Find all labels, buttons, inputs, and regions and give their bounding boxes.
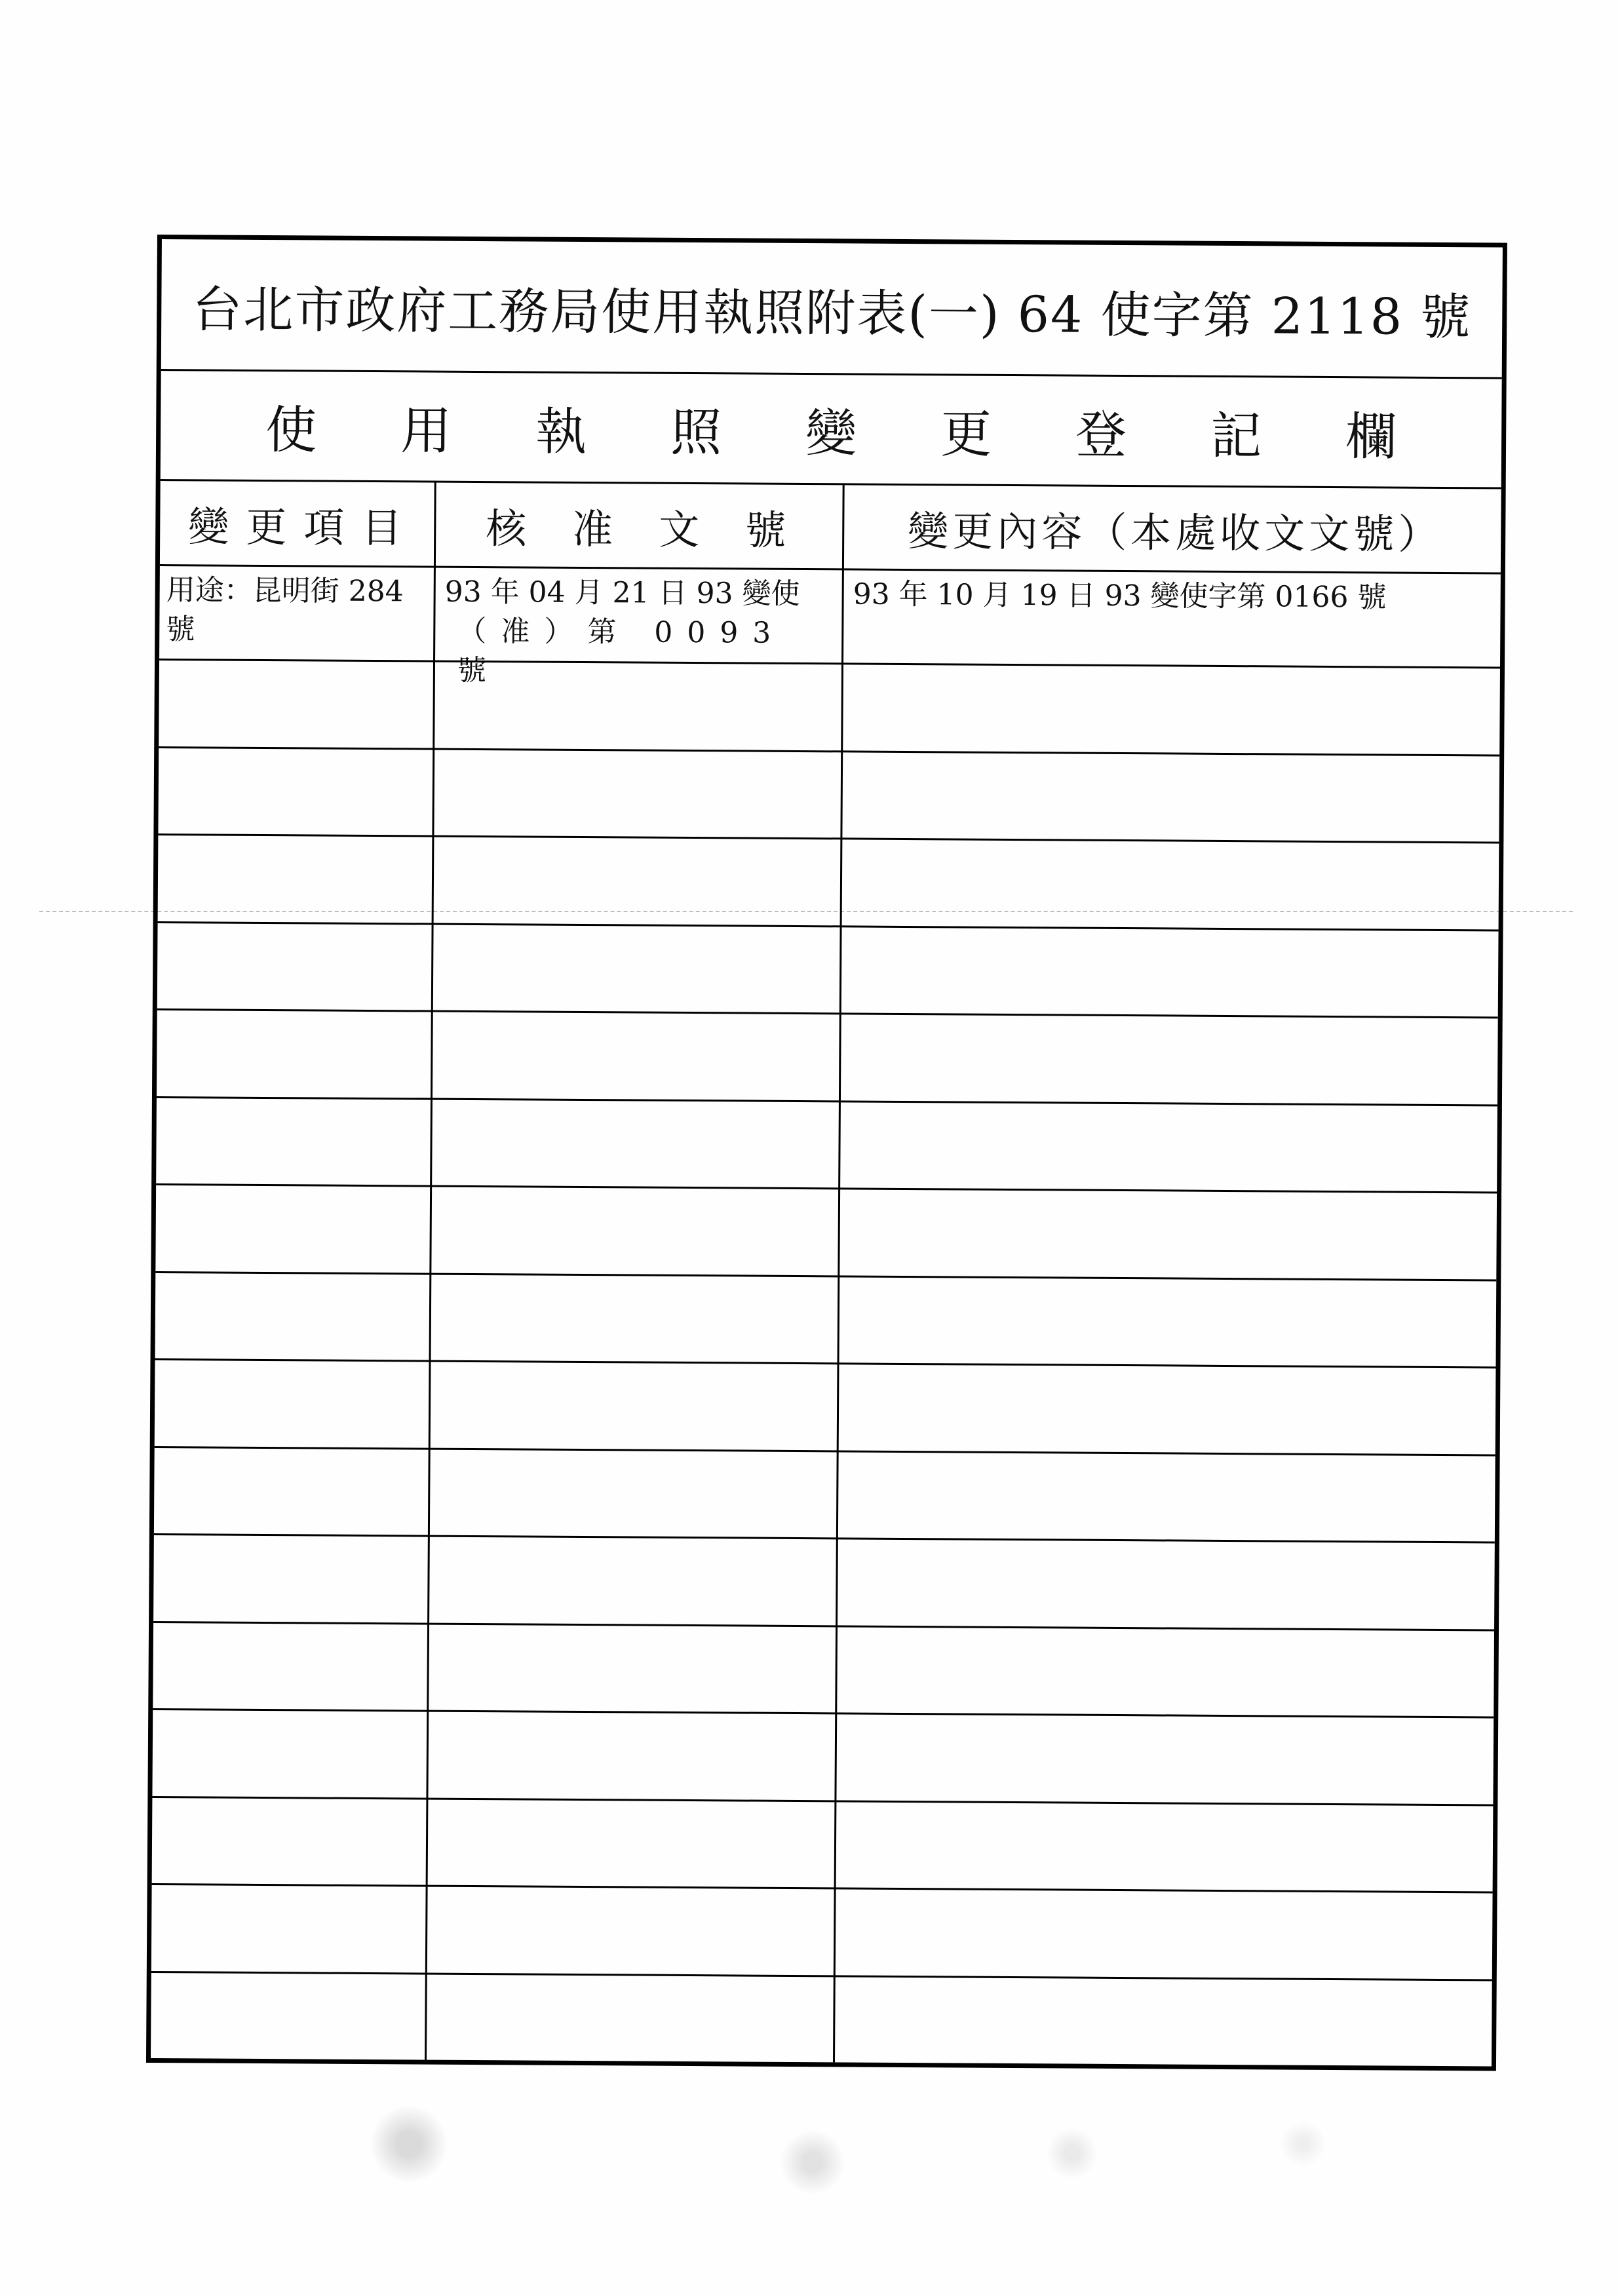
row-1-approval-line-1: 93 年 04 月 21 日 93 變使 [444,575,800,611]
row-divider [151,1970,1492,1980]
row-1-approval-number [435,567,842,688]
column-divider-1 [425,481,436,2060]
row-divider [155,1358,1496,1368]
row-divider [154,1533,1495,1543]
row-1-change-content: 93 年 10 月 19 日 93 變使字第 0166 號 [853,577,1387,615]
column-divider-2 [833,483,845,2062]
row-divider [153,1621,1494,1631]
form-title: 台北市政府工務局使用執照附表(一) 64 使字第 2118 號 [192,279,1472,346]
row-divider [158,833,1499,843]
column-header-approval-number: 核准文號 [486,504,832,554]
row-1-change-item: 用途：昆明街 284 號 [166,573,404,647]
row-divider [156,1183,1497,1193]
row-divider [157,1096,1497,1106]
row-divider [159,746,1499,756]
row-divider [153,1708,1494,1718]
column-header-change-item: 變更項目 [188,502,419,552]
row-divider [155,1271,1496,1281]
row-divider [152,1795,1493,1805]
scan-noise [92,2071,1533,2254]
row-divider [155,1446,1495,1456]
column-header-change-content: 變更內容（本處收文文號） [908,507,1443,558]
row-1-approval-line-2: （准）第 0093 號 [457,614,786,688]
row-divider [158,921,1499,931]
row-divider [152,1883,1493,1893]
form-subtitle: 使用執照變更登記欄 [265,401,1481,468]
form-frame [146,235,1507,2071]
row-divider [157,1008,1498,1018]
